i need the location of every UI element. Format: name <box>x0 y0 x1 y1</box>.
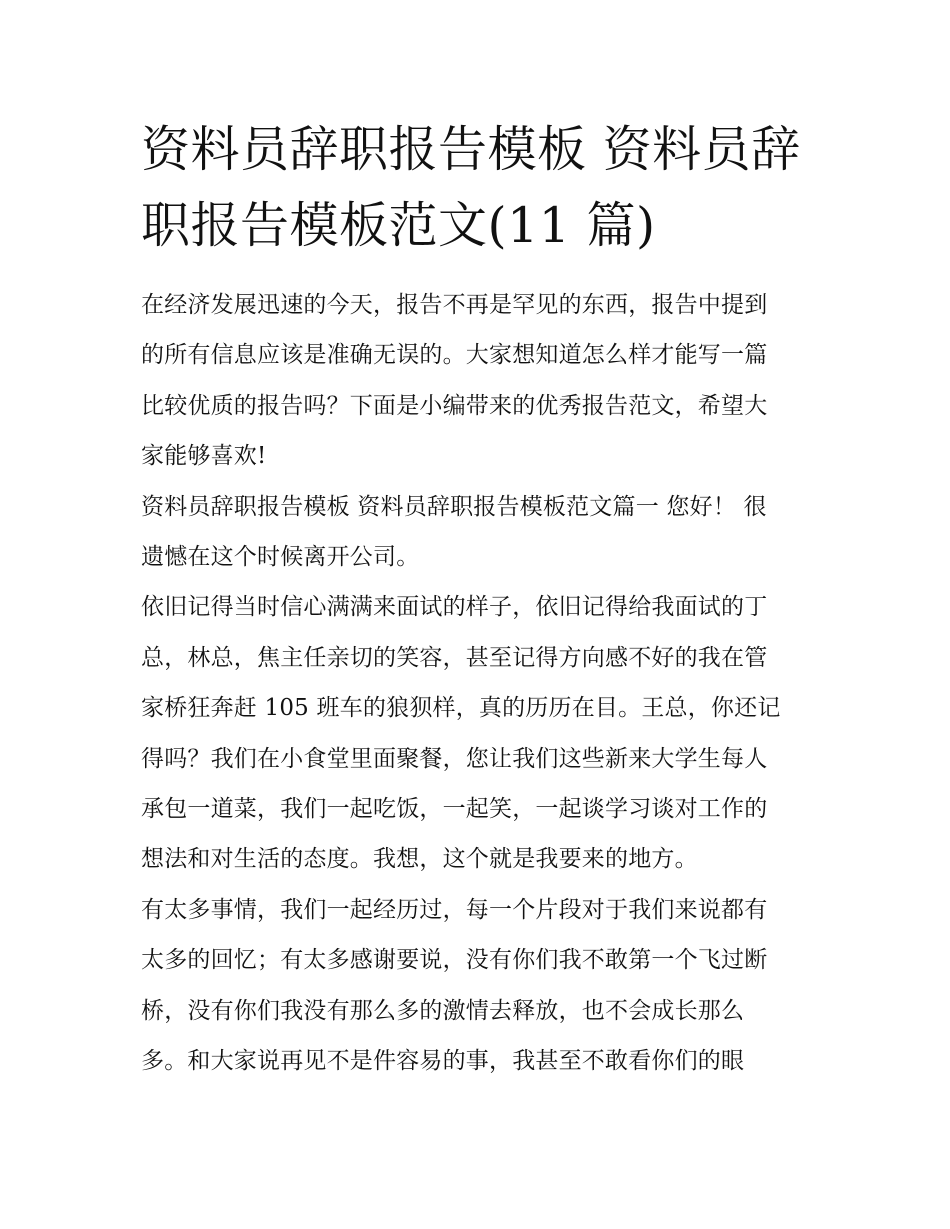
document-body <box>141 112 813 1087</box>
intro-paragraph: 在经济发展迅速的今天，报告不再是罕见的东西，报告中提到 的所有信息应该是准确无误的。大家想知道怎么样才能写一篇 比较优质的报告吗？下面是小编带来的优秀报告范文，希望大 家能够喜欢! <box>141 292 768 470</box>
template-heading-paragraph: 资料员辞职报告模板 资料员辞职报告模板范文篇一 您好！ 很 遗憾在这个时候离开公司。 <box>141 493 767 571</box>
document-title: 资料员辞职报告模板 资料员辞 职报告模板范文(11 篇) <box>141 121 801 254</box>
memory-paragraph: 依旧记得当时信心满满来面试的样子，依旧记得给我面试的丁 总，林总，焦主任亲切的笑容，甚至记得方向感不好的我在管 家桥狂奔赶 105 班车的狼狈样，真的历历在目。王总，你还记 得吗？我们在小食堂里面聚餐，您让我们这些新来大学生每人 承包一道菜，我们一起吃饭，一起笑，一起谈学习谈对工作的 想法和对生活的态度。我想，这个就是我要来的地方。 <box>141 594 781 873</box>
farewell-paragraph: 有太多事情，我们一起经历过，每一个片段对于我们来说都有 太多的回忆；有太多感谢要说，没有你们我不敢第一个飞过断 桥，没有你们我没有那么多的激情去释放，也不会成长那么 多。和大家说再见不是件容易的事，我甚至不敢看你们的眼 <box>141 896 768 1075</box>
